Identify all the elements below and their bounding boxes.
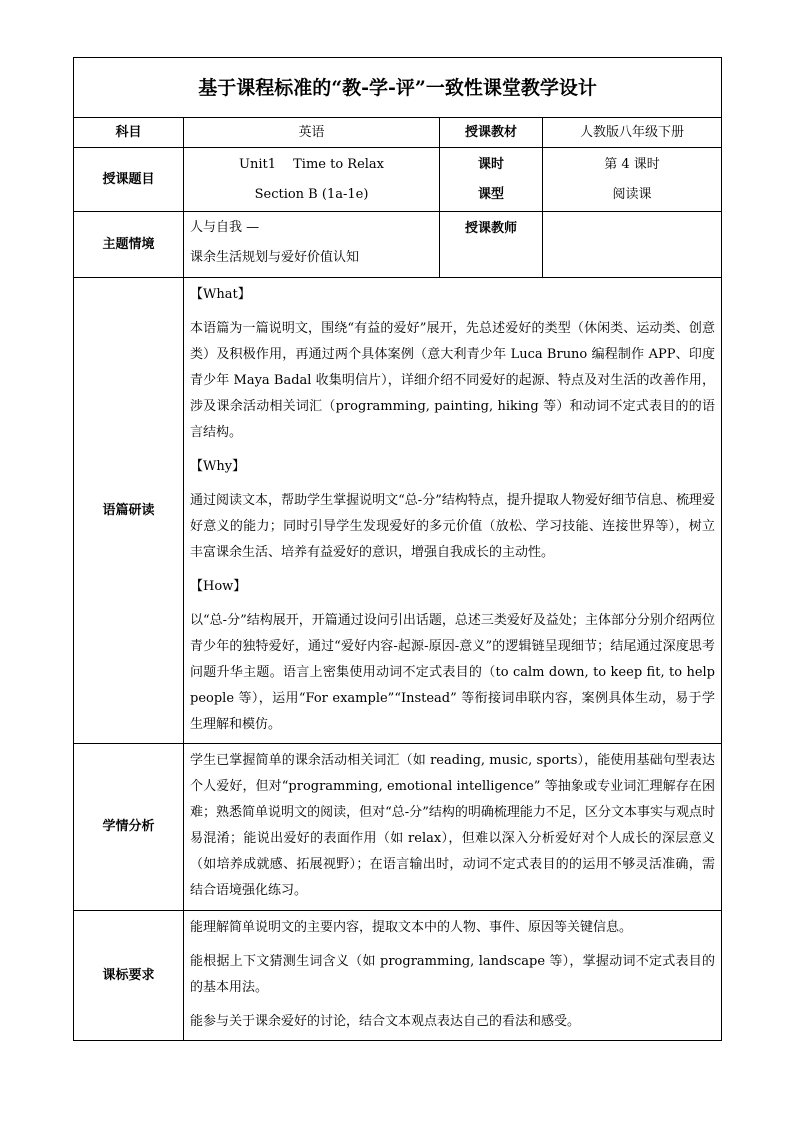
why-paragraph: 通过阅读文本，帮助学生掌握说明文“总-分”结构特点，提升提取人物爱好细节信息、梳理爱好意义的能力；同时引导学生发现爱好的多元价值（放松、学习技能、连接世界等），树立丰富课余生活、培养有益爱好的意识，增强自我成长的主动性。: [190, 493, 716, 560]
text-analysis-label: 语篇研读: [74, 278, 184, 744]
topic-value: [184, 148, 440, 212]
what-paragraph: 本语篇为一篇说明文，围绕“有益的爱好”展开，先总述爱好的类型（休闲类、运动类、创意类）及积极作用，再通过两个具体案例（意大利青少年 Luca Bruno 编程制作 APP、印度青少年 Maya Badal 收集明信片），详细介绍不同爱好的起源、特点及对生活的改善作用，涉及课余活动相关词汇（programming, painting, hiking 等）和动词不定式表目的的语言结构。: [190, 321, 716, 440]
period-type-values: [543, 148, 722, 212]
topic-label: 授课题目: [74, 148, 184, 212]
lesson-plan-table: [73, 57, 722, 1041]
subject-label: 科目: [74, 118, 184, 148]
period-label: 课时: [477, 156, 504, 172]
theme-line-1: 人与自我 —: [190, 220, 260, 235]
how-paragraph: 以“总-分”结构展开，开篇通过设问引出话题，总述三类爱好及益处；主体部分分别介绍两位青少年的独特爱好，通过“爱好内容-起源-原因-意义”的逻辑链呈现细节；结尾通过深度思考问题升华主题。语言上密集使用动词不定式表目的（to calm down, to keep fit, to help people 等），运用“For example”“Instead” 等衔接词串联内容，案例具体生动，易于学生理解和模仿。: [190, 613, 716, 732]
section-title: Section B (1a-1e): [254, 186, 369, 202]
standard-item-2: 能根据上下文猜测生词含义（如 programming, landscape 等），掌握动词不定式表目的的基本用法。: [190, 954, 716, 995]
standards-label: 课标要求: [74, 911, 184, 1041]
why-heading: 【Why】: [190, 459, 246, 474]
standard-item-1: 能理解简单说明文的主要内容，提取文本中的人物、事件、原因等关键信息。: [190, 920, 633, 935]
textbook-value: 人教版八年级下册: [543, 118, 722, 148]
what-heading: 【What】: [190, 287, 251, 302]
lesson-plan-page: [73, 57, 721, 1041]
type-value: 阅读课: [612, 186, 652, 202]
student-analysis-content: [184, 744, 722, 911]
theme-line-2: 课余生活规划与爱好价值认知: [190, 250, 360, 265]
student-analysis-paragraph: 学生已掌握简单的课余活动相关词汇（如 reading, music, sports），能使用基础句型表达个人爱好，但对“programming, emotional intelligence” 等抽象或专业词汇理解存在困难；熟悉简单说明文的阅读，但对“总-分”结构的明确梳理能力不足，区分文本事实与观点时易混淆；能说出爱好的表面作用（如 relax），但难以深入分析爱好对个人成长的深层意义（如培养成就感、拓展视野）；在语言输出时，动词不定式表目的的运用不够灵活准确，需结合语境强化练习。: [190, 753, 716, 898]
standards-content: [184, 911, 722, 1041]
student-analysis-label: 学情分析: [74, 744, 184, 911]
theme-label: 主题情境: [74, 212, 184, 278]
period-value: 第 4 课时: [604, 156, 660, 172]
period-type-labels: [440, 148, 543, 212]
type-label: 课型: [477, 186, 504, 202]
unit-title: Unit1 Time to Relax: [239, 156, 384, 172]
standard-item-3: 能参与关于课余爱好的讨论，结合文本观点表达自己的看法和感受。: [190, 1014, 581, 1029]
how-heading: 【How】: [190, 579, 247, 594]
subject-value: 英语: [184, 118, 440, 148]
page-title: 基于课程标准的“教-学-评”一致性课堂教学设计: [74, 58, 722, 118]
text-analysis-content: [184, 278, 722, 744]
teacher-value: [543, 212, 722, 278]
theme-value: [184, 212, 440, 278]
teacher-label: 授课教师: [440, 212, 543, 278]
textbook-label: 授课教材: [440, 118, 543, 148]
